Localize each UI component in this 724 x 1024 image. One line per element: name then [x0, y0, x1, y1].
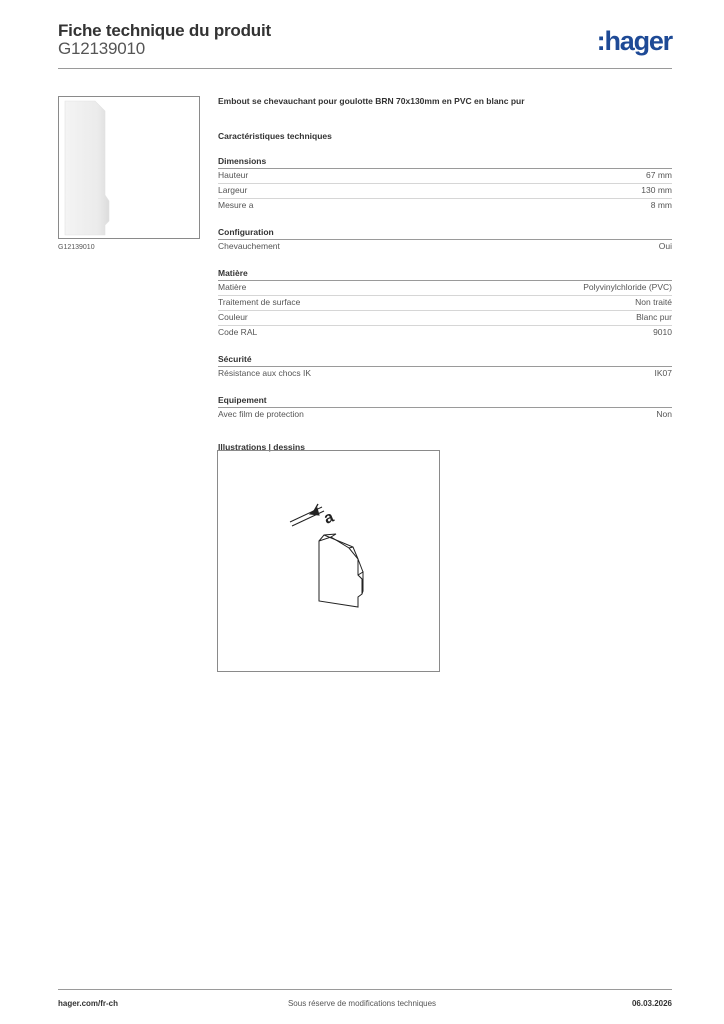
table-row [218, 296, 672, 311]
table-row [218, 169, 672, 184]
table-row [218, 199, 672, 213]
group-title: Dimensions [218, 156, 672, 169]
table-row [218, 367, 672, 381]
row-value: Blanc pur [636, 312, 672, 322]
footer-divider [58, 989, 672, 990]
row-value: IK07 [654, 368, 672, 378]
group-title: Sécurité [218, 354, 672, 367]
row-label: Matière [218, 282, 247, 292]
group-title: Equipement [218, 395, 672, 408]
illustrations-heading: Illustrations | dessins [218, 442, 305, 452]
technical-content [218, 96, 672, 452]
hager-logo: :hager [596, 26, 672, 56]
group-configuration [218, 227, 672, 254]
table-row [218, 408, 672, 422]
product-image [58, 96, 200, 239]
header-divider [58, 68, 672, 69]
row-value: Non [656, 409, 672, 419]
page-title: Fiche technique du produit [58, 21, 271, 40]
row-label: Résistance aux chocs IK [218, 368, 312, 378]
table-row [218, 326, 672, 340]
row-value: Oui [658, 241, 672, 251]
table-row [218, 240, 672, 254]
group-equipment [218, 395, 672, 422]
group-material [218, 268, 672, 340]
end-cap-line-drawing [218, 451, 439, 671]
illustration-drawing [217, 450, 440, 672]
table-row [218, 281, 672, 296]
footer-website-link[interactable]: hager.com/fr-ch [58, 999, 119, 1008]
footer-notice: Sous réserve de modifications techniques [287, 999, 437, 1008]
row-value: 130 mm [641, 185, 672, 195]
product-image-caption: G12139010 [58, 244, 95, 251]
table-row [218, 311, 672, 326]
row-label: Avec film de protection [218, 409, 304, 419]
table-row [218, 184, 672, 199]
group-safety [218, 354, 672, 381]
row-label: Chevauchement [218, 241, 280, 251]
row-label: Traitement de surface [218, 297, 301, 307]
row-value: 8 mm [650, 200, 672, 210]
row-label: Code RAL [218, 327, 258, 337]
dimension-a-label: a [321, 508, 337, 528]
group-dimensions [218, 156, 672, 213]
row-label: Mesure a [218, 200, 254, 210]
end-cap-photo [59, 97, 199, 238]
row-label: Largeur [218, 185, 248, 195]
row-value: 9010 [653, 327, 672, 337]
row-value: Polyvinylchloride (PVC) [583, 282, 672, 292]
footer-date: 06.03.2026 [631, 999, 672, 1008]
characteristics-heading: Caractéristiques techniques [218, 131, 332, 141]
group-title: Configuration [218, 227, 672, 240]
group-title: Matière [218, 268, 672, 281]
product-reference: G12139010 [58, 39, 146, 58]
row-label: Hauteur [218, 170, 249, 180]
row-value: Non traité [635, 297, 672, 307]
row-label: Couleur [218, 312, 248, 322]
product-description: Embout se chevauchant pour goulotte BRN 70x130mm en PVC en blanc pur [218, 96, 525, 106]
row-value: 67 mm [646, 170, 672, 180]
